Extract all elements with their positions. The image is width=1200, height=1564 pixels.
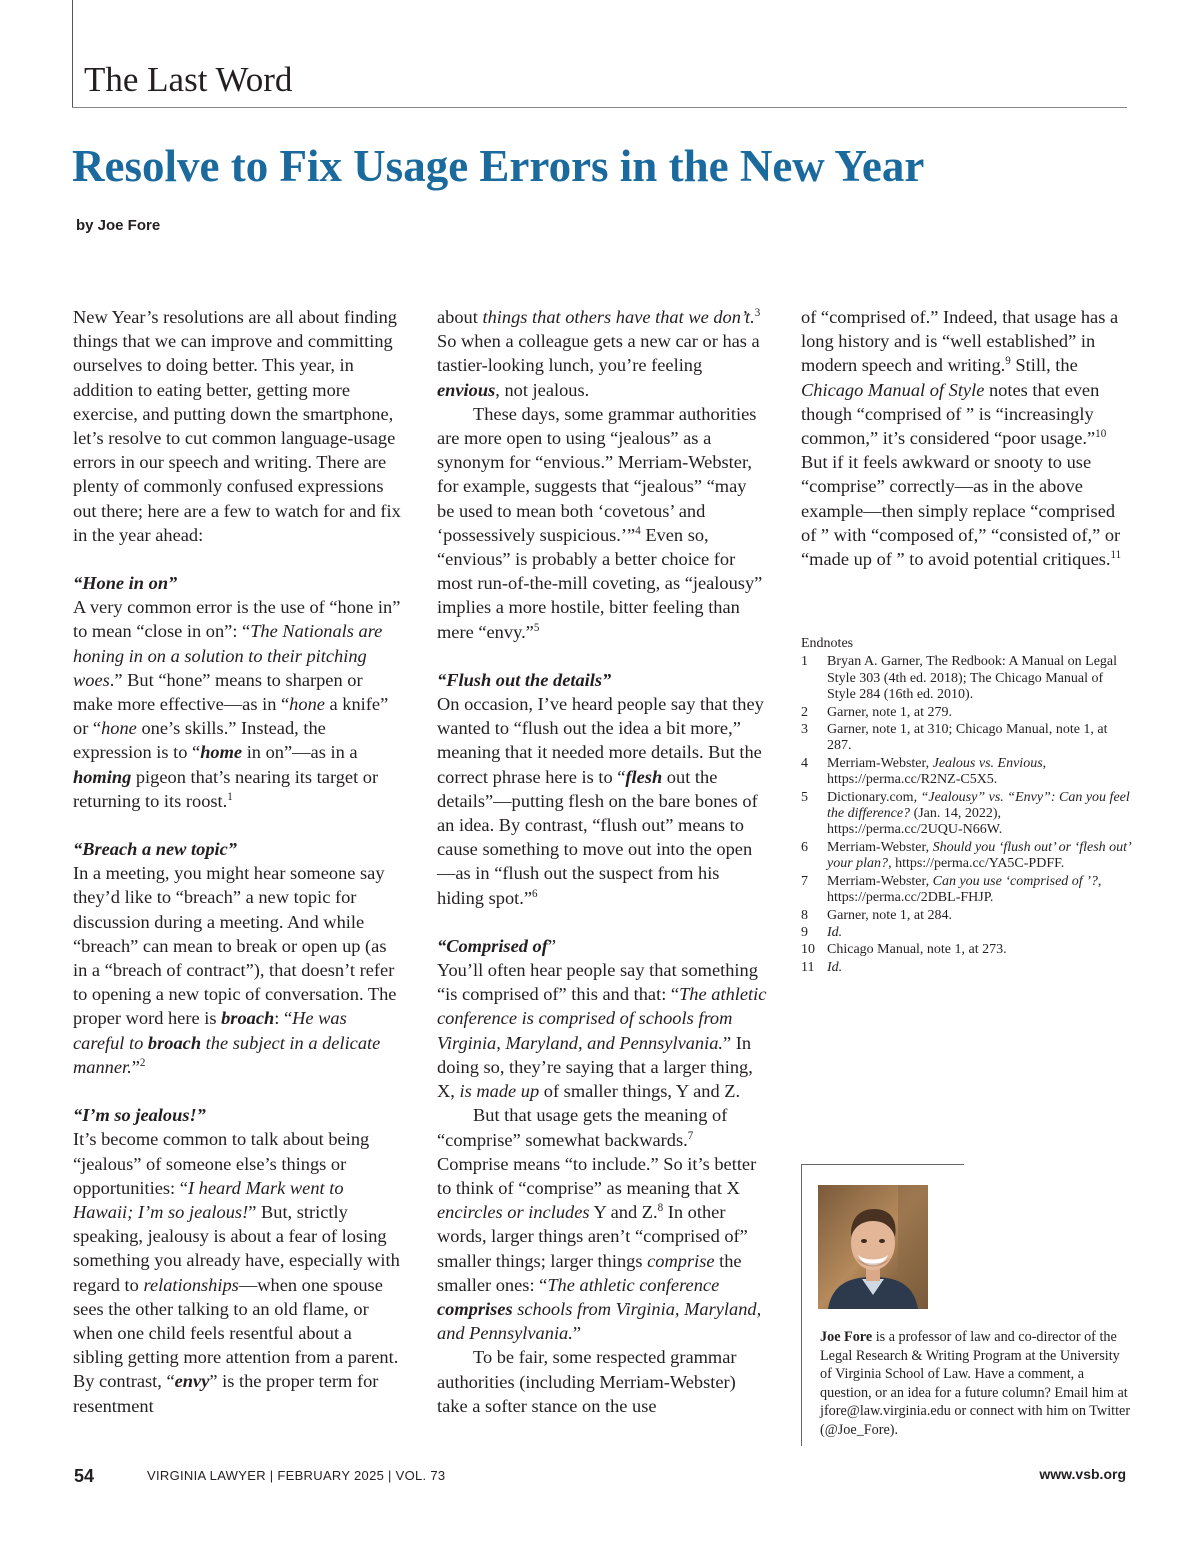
author-photo-illustration	[818, 1185, 928, 1309]
text-run: ”	[572, 1323, 582, 1344]
comprised-continued-paragraph	[801, 305, 1129, 571]
endnote-reference: 6	[532, 887, 538, 900]
text-run: (Jan. 14, 2022), https://perma.cc/2UQU-N66W.	[827, 806, 1003, 838]
heading-flush-out-the-details: “Flush out the details”	[437, 669, 612, 690]
endnote-list	[801, 654, 1131, 976]
website-link[interactable]: www.vsb.org	[1039, 1466, 1126, 1482]
text-run: So when a colleague gets a new car or has a tastier-looking lunch, you’re feeling	[437, 331, 760, 376]
endnote-item	[801, 790, 1131, 839]
text-run: of smaller things, Y and Z.	[539, 1081, 741, 1102]
text-run: The athletic conference is comprised of schools from Virginia, Maryland, and Pennsylvania.	[437, 984, 767, 1053]
text-run: “Jealousy” vs. “Envy”: Can you feel the difference?	[827, 789, 1130, 822]
byline: by Joe Fore	[76, 217, 161, 234]
text-run: Y and Z.	[589, 1202, 658, 1223]
text-run: The athletic conference	[547, 1274, 720, 1295]
bio-left-rule	[801, 1164, 802, 1446]
text-run: A very common error is the use of “hone in” to mean “close in on”: “	[73, 597, 401, 642]
endnote-number: 8	[801, 907, 808, 923]
endnote-number: 6	[801, 839, 808, 855]
endnote-reference: 5	[533, 621, 540, 634]
text-run: Id.	[827, 924, 843, 940]
text-run: , not jealous.	[495, 379, 590, 400]
text-run: In a meeting, you might hear someone say they’d like to “breach” a new topic for discussion during a meeting. And while “breach” can mean to break or open up (as in a “breach of contract”), that doesn’t refer to opening a new topic of conversation. The proper word here is	[73, 863, 397, 1029]
endnote-item	[801, 654, 1131, 703]
heading-comprised-of	[437, 934, 767, 958]
heading-breach-a-new-topic: “Breach a new topic”	[73, 839, 237, 860]
text-run: comprises	[437, 1298, 513, 1319]
text-run: Merriam-Webster,	[827, 755, 933, 771]
endnote-item	[801, 840, 1131, 873]
text-run: envious	[437, 379, 496, 400]
text-run: about	[437, 307, 483, 327]
header-horizontal-rule	[72, 107, 1127, 108]
endnote-item	[801, 925, 1131, 941]
text-run: Jealous vs. Envious	[932, 755, 1043, 771]
text-run: is made up	[459, 1081, 540, 1102]
text-run: a knife” or “	[73, 694, 389, 739]
text-run: But if it feels awkward or snooty to use “comprise” correctly—as in the above example—then simply replace “comprised of ” with “composed of,” “consisted of,” or “made up of ” to avoid potential critiques.	[801, 452, 1121, 570]
text-run: Garner, note 1, at 279.	[827, 704, 953, 720]
endnote-item	[801, 908, 1131, 924]
text-run: the smaller ones: “	[437, 1250, 742, 1295]
column-1	[73, 305, 401, 1418]
text-run: Still, the	[1010, 355, 1078, 376]
text-run: Chicago Manual of Style	[801, 379, 985, 400]
text-run: .” But “hone” means to sharpen or make more effective—as in “	[73, 669, 363, 715]
flush-paragraph	[437, 692, 767, 910]
endnote-item	[801, 874, 1131, 907]
endnotes	[801, 636, 1131, 977]
author-name: Joe Fore	[820, 1329, 873, 1345]
text-run: encircles or includes	[437, 1202, 590, 1223]
text-run: envy	[174, 1371, 210, 1392]
text-run: Can you use ‘comprised of ’?	[932, 873, 1098, 889]
text-run: hone	[101, 718, 137, 739]
author-photo	[818, 1185, 928, 1309]
endnote-reference: 1	[227, 790, 233, 803]
text-run: home	[200, 742, 243, 763]
text-run: New Year’s resolutions are all about finding things that we can improve and committing ourselves to doing better. This year, in addition to eating better, getting more exercise, and putting down the smartphone, let’s resolve to cut common language-usage errors in our speech and writing. There are plenty of commonly confused expressions out there; here are a few to watch for and fix in the year ahead:	[73, 307, 401, 545]
text-run: To be fair, some respected grammar authorities (including Merriam-Webster) take a softer stance on the use	[437, 1347, 737, 1416]
text-run: Garner, note 1, at 284.	[827, 907, 953, 923]
text-run: ” is the proper term for resentment	[73, 1371, 379, 1416]
endnote-reference: 4	[635, 524, 641, 537]
text-run: out the details”—putting flesh on the bare bones of an idea. By contrast, “flush out” means to cause something to move out into the open—as in “flush out the suspect from his hiding spot.”	[437, 766, 758, 908]
jealous-paragraph	[73, 1127, 401, 1417]
text-run: broach	[221, 1008, 275, 1029]
endnote-number: 5	[801, 789, 808, 805]
text-run: Bryan A. Garner, The Redbook: A Manual on Legal Style 303 (4th ed. 2018); The Chicago Manual of Style 284 (16th ed. 2010).	[827, 654, 1118, 703]
endnote-reference: 11	[1110, 548, 1122, 561]
text-run: Merriam-Webster,	[827, 873, 933, 889]
text-run: hone	[289, 694, 325, 715]
text-run: relationships	[143, 1274, 239, 1295]
these-days-paragraph	[437, 402, 767, 644]
endnote-number: 9	[801, 924, 808, 940]
text-run: Should you ‘flush out’ or ‘flesh out’ your plan?	[827, 839, 1131, 872]
heading-comprised-of-quote: ”	[547, 935, 557, 956]
header-vertical-rule	[72, 0, 73, 108]
text-run: But that usage gets the meaning of “comprise” somewhat backwards.	[437, 1105, 728, 1150]
text-run: pigeon that’s nearing its target or returning to its roost.	[73, 766, 379, 811]
endnote-number: 2	[801, 704, 808, 720]
endnote-reference: 3	[754, 306, 761, 319]
endnote-number: 10	[801, 942, 815, 958]
text-run: Id.	[827, 959, 843, 975]
column-3	[801, 305, 1129, 571]
bio-top-rule	[801, 1164, 964, 1165]
comprised-paragraph	[437, 958, 767, 1103]
text-run: things that others have that we don’t.	[482, 307, 755, 327]
text-run: , https://perma.cc/R2NZ-C5X5.	[827, 755, 1047, 788]
text-run: , https://perma.cc/2DBL-FHJP.	[827, 873, 1102, 906]
endnote-item	[801, 942, 1131, 958]
endnote-number: 3	[801, 722, 808, 738]
heading-im-so-jealous: “I’m so jealous!”	[73, 1105, 206, 1126]
text-run: schools from Virginia, Maryland, and Pennsylvania.	[437, 1298, 762, 1344]
text-run: , https://perma.cc/YA5C-PDFF.	[888, 856, 1065, 872]
text-run: Dictionary.com,	[827, 789, 921, 805]
endnote-item	[801, 722, 1131, 755]
text-run: in on”—as in a	[242, 742, 358, 763]
author-bio-text: is a professor of law and co-director of the Legal Research & Writing Program at the University of Virginia School of Law. Have a comment, a question, or an idea for a future column? Email him at jfore@law.virginia.edu or connect with him on Twitter (@Joe_Fore).	[820, 1329, 1131, 1438]
text-run: the subject in a delicate manner.	[73, 1032, 381, 1077]
text-run: one’s skills.” Instead, the expression is to “	[73, 718, 326, 763]
endnote-reference: 9	[1005, 355, 1011, 368]
author-bio	[820, 1328, 1132, 1440]
heading-comprised-of-text: “Comprised of	[437, 935, 548, 956]
endnotes-title: Endnotes	[801, 636, 854, 651]
text-run: It’s become common to talk about being “jealous” of someone else’s things or opportunities: “	[73, 1129, 370, 1198]
text-run: homing	[73, 766, 132, 787]
endnote-item	[801, 960, 1131, 976]
endnote-number: 11	[801, 959, 815, 975]
text-run: On occasion, I’ve heard people say that they wanted to “flush out the idea a bit more,” meaning that it needed more details. But the correct phrase here is to “	[437, 694, 764, 787]
article-title: Resolve to Fix Usage Errors in the New Year	[72, 141, 925, 191]
text-run: Garner, note 1, at 310; Chicago Manual, note 1, at 287.	[827, 722, 1108, 754]
text-run: He was careful to	[73, 1008, 347, 1053]
text-run: These days, some grammar authorities are more open to using “jealous” as a synonym for “envious.” Merriam-Webster, for example, suggests that “jealous” “may be used to mean both ‘covetous’ and ‘possessively suspicious.’”	[437, 403, 757, 545]
endnote-number: 1	[801, 654, 808, 670]
endnote-reference: 7	[687, 1129, 694, 1142]
text-run: broach	[147, 1032, 202, 1053]
page-number: 54	[74, 1466, 95, 1486]
text-run: ”	[131, 1056, 140, 1077]
endnote-reference: 10	[1095, 427, 1107, 440]
section-label: The Last Word	[84, 60, 293, 99]
text-run: Merriam-Webster,	[827, 839, 933, 855]
text-run: : “	[274, 1008, 293, 1029]
text-run: Even so, “envious” is probably a better choice for most run-of-the-mill coveting, as “jealousy” implies a more hostile, bitter feeling than mere “envy.”	[437, 524, 763, 642]
publication-info: VIRGINIA LAWYER | FEBRUARY 2025 | VOL. 73	[147, 1468, 446, 1483]
endnote-reference: 8	[657, 1201, 664, 1214]
text-run: notes that even though “comprised of ” is “increasingly common,” it’s considered “poor usage.”	[801, 379, 1100, 449]
envy-continued-paragraph	[437, 305, 767, 402]
breach-paragraph	[73, 861, 401, 1079]
text-run: ” In doing so, they’re saying that a larger thing, X,	[437, 1032, 753, 1102]
text-run: In other words, larger things aren’t “comprised of” smaller things; larger things	[437, 1202, 748, 1271]
text-run: The Nationals are honing in on a solution to their pitching woes	[73, 621, 383, 690]
endnote-item	[801, 705, 1131, 721]
to-be-fair-paragraph	[437, 1345, 767, 1418]
endnote-item	[801, 756, 1131, 789]
text-run: I heard Mark went to Hawaii; I’m so jealous!	[73, 1177, 344, 1222]
text-run: comprise	[647, 1250, 715, 1271]
text-run: Chicago Manual, note 1, at 273.	[827, 942, 1007, 958]
intro-paragraph	[73, 305, 401, 547]
text-run: of “comprised of.” Indeed, that usage has a long history and is “well established” in modern speech and writing.	[801, 307, 1119, 376]
text-run: You’ll often hear people say that something “is comprised of” this and that: “	[437, 960, 758, 1005]
hone-paragraph	[73, 595, 401, 813]
endnote-number: 7	[801, 873, 808, 889]
column-2	[437, 305, 767, 1418]
text-run: flesh	[625, 766, 663, 787]
text-run: —when one spouse sees the other talking to an old flame, or when one child feels resentful about a sibling getting more attention from a parent. By contrast, “	[73, 1274, 399, 1392]
heading-hone-in-on: “Hone in on”	[73, 573, 178, 594]
text-run: Comprise means “to include.” So it’s better to think of “comprise” as meaning that X	[437, 1153, 757, 1198]
endnote-reference: 2	[139, 1056, 146, 1069]
usage-paragraph	[437, 1103, 767, 1345]
endnote-number: 4	[801, 755, 808, 771]
text-run: ” But, strictly speaking, jealousy is about a fear of losing something you already have, especially with regard to	[73, 1201, 400, 1295]
